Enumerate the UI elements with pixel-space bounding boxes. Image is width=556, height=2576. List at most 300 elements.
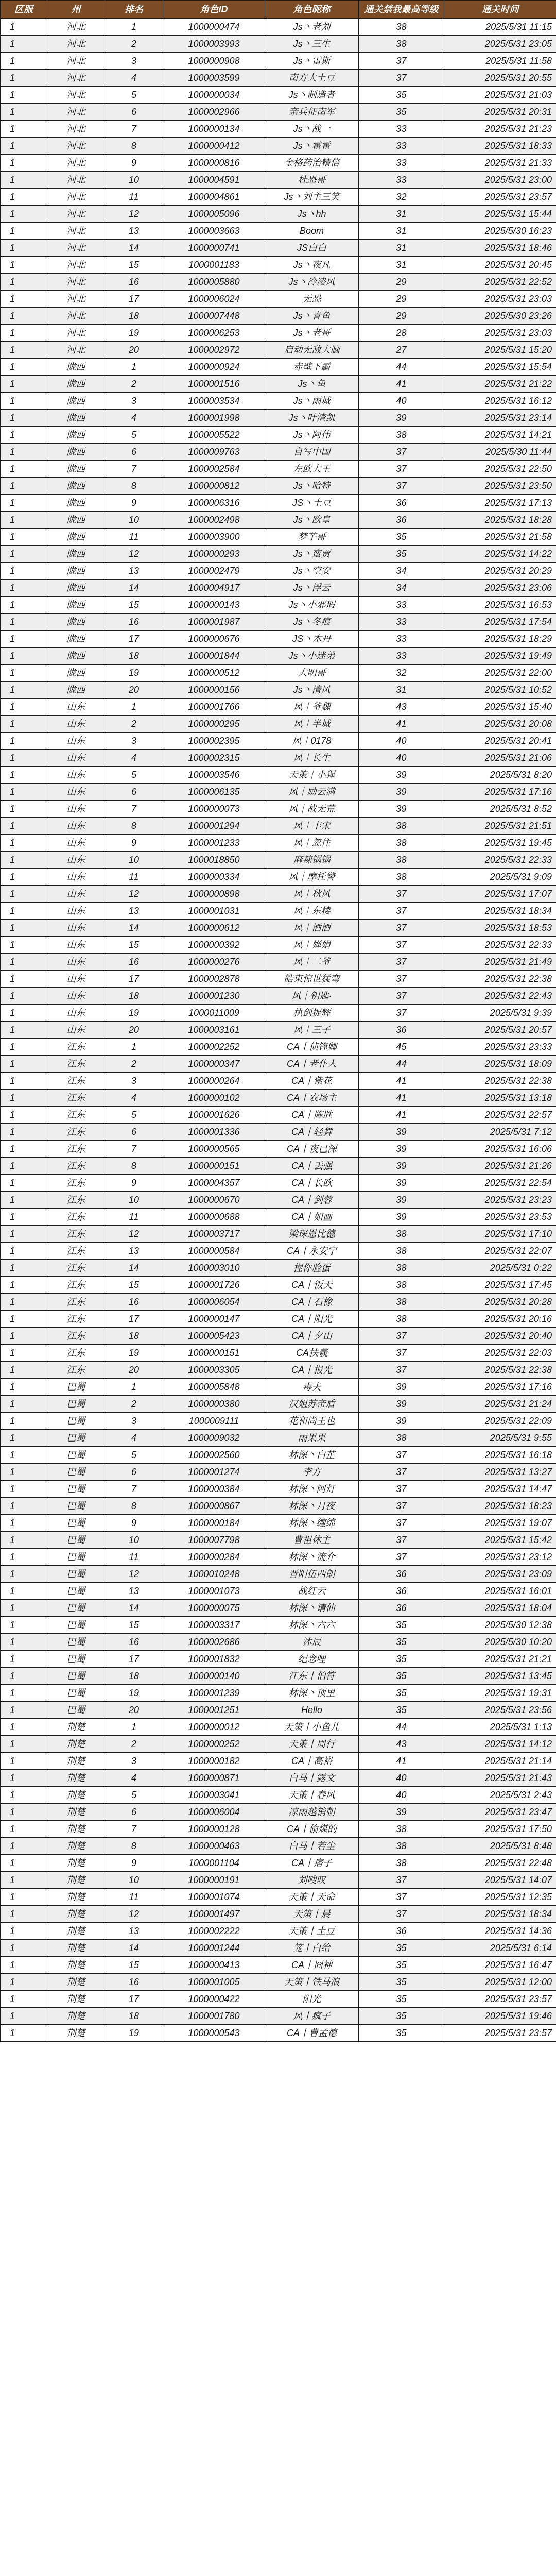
max-level-cell: 36 xyxy=(359,1923,444,1940)
nickname-cell: CA丨偷煤的 xyxy=(265,1821,359,1838)
nickname-cell: 梦芋哥 xyxy=(265,529,359,546)
table-row xyxy=(1,971,556,988)
region-cell: 陇西 xyxy=(47,427,105,444)
max-level-cell: 38 xyxy=(359,835,444,852)
server-cell: 1 xyxy=(1,1022,47,1039)
max-level-cell: 40 xyxy=(359,1787,444,1804)
clear-time-cell: 2025/5/31 22:50 xyxy=(444,461,556,478)
table-row xyxy=(1,1889,556,1906)
clear-time-cell: 2025/5/31 13:45 xyxy=(444,1668,556,1685)
nickname-cell: 花和尚王也 xyxy=(265,1413,359,1430)
max-level-cell: 33 xyxy=(359,155,444,172)
server-cell: 1 xyxy=(1,1430,47,1447)
role-id-cell: 1000001244 xyxy=(163,1940,265,1957)
region-cell: 巴蜀 xyxy=(47,1481,105,1498)
rank-cell: 11 xyxy=(105,1209,163,1226)
clear-time-cell: 2025/5/31 22:00 xyxy=(444,665,556,682)
nickname-cell: CA丨阳光 xyxy=(265,1311,359,1328)
region-cell: 巴蜀 xyxy=(47,1413,105,1430)
region-cell: 江东 xyxy=(47,1192,105,1209)
role-id-cell: 1000001031 xyxy=(163,903,265,920)
server-cell: 1 xyxy=(1,954,47,971)
server-cell: 1 xyxy=(1,1311,47,1328)
rank-cell: 7 xyxy=(105,1141,163,1158)
table-row xyxy=(1,1532,556,1549)
role-id-cell: 1000003663 xyxy=(163,223,265,240)
region-cell: 河北 xyxy=(47,206,105,223)
region-cell: 陇西 xyxy=(47,682,105,699)
role-id-cell: 1000009032 xyxy=(163,1430,265,1447)
server-cell: 1 xyxy=(1,291,47,308)
table-row xyxy=(1,291,556,308)
clear-time-cell: 2025/5/31 12:35 xyxy=(444,1889,556,1906)
table-row xyxy=(1,1600,556,1617)
clear-time-cell: 2025/5/31 23:50 xyxy=(444,478,556,495)
max-level-cell: 40 xyxy=(359,750,444,767)
server-cell: 1 xyxy=(1,172,47,189)
clear-time-cell: 2025/5/31 19:45 xyxy=(444,835,556,852)
region-cell: 江东 xyxy=(47,1090,105,1107)
max-level-cell: 39 xyxy=(359,1141,444,1158)
server-cell: 1 xyxy=(1,1549,47,1566)
clear-time-cell: 2025/5/31 20:41 xyxy=(444,733,556,750)
clear-time-cell: 2025/5/31 23:23 xyxy=(444,1192,556,1209)
server-cell: 1 xyxy=(1,665,47,682)
table-row xyxy=(1,359,556,376)
max-level-cell: 38 xyxy=(359,427,444,444)
rank-cell: 9 xyxy=(105,1855,163,1872)
rank-cell: 1 xyxy=(105,699,163,716)
rank-cell: 6 xyxy=(105,444,163,461)
rank-cell: 5 xyxy=(105,1447,163,1464)
rank-cell: 5 xyxy=(105,87,163,104)
max-level-cell: 35 xyxy=(359,1685,444,1702)
rank-cell: 5 xyxy=(105,1107,163,1124)
role-id-cell: 1000000816 xyxy=(163,155,265,172)
role-id-cell: 1000001073 xyxy=(163,1583,265,1600)
server-cell: 1 xyxy=(1,546,47,563)
region-cell: 陇西 xyxy=(47,563,105,580)
server-cell: 1 xyxy=(1,427,47,444)
role-id-cell: 1000000295 xyxy=(163,716,265,733)
server-cell: 1 xyxy=(1,274,47,291)
clear-time-cell: 2025/5/31 6:14 xyxy=(444,1940,556,1957)
nickname-cell: 风｜长生 xyxy=(265,750,359,767)
table-row xyxy=(1,1838,556,1855)
header-nickname: 角色昵称 xyxy=(265,1,359,19)
region-cell: 巴蜀 xyxy=(47,1447,105,1464)
server-cell: 1 xyxy=(1,1736,47,1753)
server-cell: 1 xyxy=(1,852,47,869)
nickname-cell: 凉雨越销朝 xyxy=(265,1804,359,1821)
nickname-cell: 捏你脸蛋 xyxy=(265,1260,359,1277)
clear-time-cell: 2025/5/31 22:43 xyxy=(444,988,556,1005)
table-row xyxy=(1,1498,556,1515)
role-id-cell: 1000010248 xyxy=(163,1566,265,1583)
max-level-cell: 35 xyxy=(359,104,444,121)
clear-time-cell: 2025/5/31 23:03 xyxy=(444,291,556,308)
rank-cell: 7 xyxy=(105,1821,163,1838)
clear-time-cell: 2025/5/31 17:50 xyxy=(444,1821,556,1838)
clear-time-cell: 2025/5/31 15:54 xyxy=(444,359,556,376)
clear-time-cell: 2025/5/31 8:20 xyxy=(444,767,556,784)
role-id-cell: 1000000143 xyxy=(163,597,265,614)
server-cell: 1 xyxy=(1,716,47,733)
region-cell: 河北 xyxy=(47,53,105,70)
table-row xyxy=(1,172,556,189)
region-cell: 巴蜀 xyxy=(47,1685,105,1702)
role-id-cell: 1000001987 xyxy=(163,614,265,631)
table-row xyxy=(1,852,556,869)
max-level-cell: 36 xyxy=(359,512,444,529)
region-cell: 山东 xyxy=(47,971,105,988)
nickname-cell: CA丨报光 xyxy=(265,1362,359,1379)
max-level-cell: 29 xyxy=(359,274,444,291)
table-row xyxy=(1,1566,556,1583)
max-level-cell: 37 xyxy=(359,1532,444,1549)
role-id-cell: 1000000184 xyxy=(163,1515,265,1532)
max-level-cell: 41 xyxy=(359,1090,444,1107)
role-id-cell: 1000003041 xyxy=(163,1787,265,1804)
nickname-cell: Js丶小邪瑕 xyxy=(265,597,359,614)
region-cell: 巴蜀 xyxy=(47,1379,105,1396)
rank-cell: 19 xyxy=(105,1005,163,1022)
nickname-cell: 晋阳伍西朗 xyxy=(265,1566,359,1583)
clear-time-cell: 2025/5/31 22:07 xyxy=(444,1243,556,1260)
nickname-cell: 风｜0178 xyxy=(265,733,359,750)
clear-time-cell: 2025/5/31 18:34 xyxy=(444,903,556,920)
region-cell: 陇西 xyxy=(47,393,105,410)
table-row xyxy=(1,1005,556,1022)
rank-cell: 19 xyxy=(105,325,163,342)
rank-cell: 1 xyxy=(105,1039,163,1056)
max-level-cell: 35 xyxy=(359,87,444,104)
rank-cell: 1 xyxy=(105,19,163,36)
server-cell: 1 xyxy=(1,1396,47,1413)
rank-cell: 13 xyxy=(105,223,163,240)
table-row xyxy=(1,801,556,818)
clear-time-cell: 2025/5/31 20:29 xyxy=(444,563,556,580)
nickname-cell: 麻辣锅锅 xyxy=(265,852,359,869)
clear-time-cell: 2025/5/31 23:33 xyxy=(444,1039,556,1056)
max-level-cell: 35 xyxy=(359,1634,444,1651)
max-level-cell: 37 xyxy=(359,886,444,903)
role-id-cell: 1000002315 xyxy=(163,750,265,767)
server-cell: 1 xyxy=(1,784,47,801)
server-cell: 1 xyxy=(1,1226,47,1243)
table-row xyxy=(1,716,556,733)
max-level-cell: 41 xyxy=(359,1073,444,1090)
table-row xyxy=(1,1141,556,1158)
role-id-cell: 1000000034 xyxy=(163,87,265,104)
clear-time-cell: 2025/5/31 23:05 xyxy=(444,36,556,53)
server-cell: 1 xyxy=(1,1124,47,1141)
nickname-cell: 风｜战无荒 xyxy=(265,801,359,818)
server-cell: 1 xyxy=(1,1498,47,1515)
region-cell: 陇西 xyxy=(47,631,105,648)
max-level-cell: 37 xyxy=(359,1362,444,1379)
region-cell: 河北 xyxy=(47,70,105,87)
table-row xyxy=(1,563,556,580)
table-row xyxy=(1,869,556,886)
rank-cell: 10 xyxy=(105,1872,163,1889)
max-level-cell: 33 xyxy=(359,648,444,665)
role-id-cell: 1000018850 xyxy=(163,852,265,869)
max-level-cell: 37 xyxy=(359,971,444,988)
region-cell: 山东 xyxy=(47,852,105,869)
role-id-cell: 1000000334 xyxy=(163,869,265,886)
region-cell: 河北 xyxy=(47,240,105,257)
max-level-cell: 39 xyxy=(359,1379,444,1396)
role-id-cell: 1000000543 xyxy=(163,2025,265,2042)
nickname-cell: 战红云 xyxy=(265,1583,359,1600)
server-cell: 1 xyxy=(1,988,47,1005)
role-id-cell: 1000002222 xyxy=(163,1923,265,1940)
region-cell: 巴蜀 xyxy=(47,1634,105,1651)
max-level-cell: 37 xyxy=(359,1345,444,1362)
rank-cell: 9 xyxy=(105,835,163,852)
nickname-cell: 亲兵征南军 xyxy=(265,104,359,121)
region-cell: 河北 xyxy=(47,87,105,104)
max-level-cell: 37 xyxy=(359,53,444,70)
clear-time-cell: 2025/5/31 20:40 xyxy=(444,1328,556,1345)
table-row xyxy=(1,1787,556,1804)
nickname-cell: Js丶清风 xyxy=(265,682,359,699)
nickname-cell: Js丶叶渣凯 xyxy=(265,410,359,427)
rank-cell: 18 xyxy=(105,308,163,325)
region-cell: 荆楚 xyxy=(47,1804,105,1821)
role-id-cell: 1000001074 xyxy=(163,1889,265,1906)
rank-cell: 13 xyxy=(105,903,163,920)
region-cell: 山东 xyxy=(47,954,105,971)
server-cell: 1 xyxy=(1,1804,47,1821)
role-id-cell: 1000006054 xyxy=(163,1294,265,1311)
table-row xyxy=(1,189,556,206)
nickname-cell: CA丨农场主 xyxy=(265,1090,359,1107)
region-cell: 河北 xyxy=(47,155,105,172)
clear-time-cell: 2025/5/31 14:47 xyxy=(444,1481,556,1498)
server-cell: 1 xyxy=(1,1940,47,1957)
region-cell: 江东 xyxy=(47,1226,105,1243)
nickname-cell: CA丨夜已深 xyxy=(265,1141,359,1158)
nickname-cell: 风｜丰宋 xyxy=(265,818,359,835)
role-id-cell: 1000000688 xyxy=(163,1209,265,1226)
region-cell: 巴蜀 xyxy=(47,1600,105,1617)
region-cell: 荆楚 xyxy=(47,2025,105,2042)
rank-cell: 16 xyxy=(105,1634,163,1651)
region-cell: 山东 xyxy=(47,1022,105,1039)
table-row xyxy=(1,1192,556,1209)
region-cell: 江东 xyxy=(47,1056,105,1073)
header-role-id: 角色ID xyxy=(163,1,265,19)
max-level-cell: 37 xyxy=(359,461,444,478)
server-cell: 1 xyxy=(1,1345,47,1362)
rank-cell: 4 xyxy=(105,410,163,427)
server-cell: 1 xyxy=(1,393,47,410)
max-level-cell: 39 xyxy=(359,1192,444,1209)
clear-time-cell: 2025/5/31 12:00 xyxy=(444,1974,556,1991)
max-level-cell: 38 xyxy=(359,852,444,869)
nickname-cell: Js丶夜凡 xyxy=(265,257,359,274)
server-cell: 1 xyxy=(1,189,47,206)
clear-time-cell: 2025/5/31 17:16 xyxy=(444,1379,556,1396)
rank-cell: 9 xyxy=(105,1515,163,1532)
clear-time-cell: 2025/5/31 21:51 xyxy=(444,818,556,835)
nickname-cell: 纪念哩 xyxy=(265,1651,359,1668)
rank-cell: 10 xyxy=(105,512,163,529)
region-cell: 江东 xyxy=(47,1175,105,1192)
role-id-cell: 1000000871 xyxy=(163,1770,265,1787)
clear-time-cell: 2025/5/31 22:52 xyxy=(444,274,556,291)
max-level-cell: 33 xyxy=(359,597,444,614)
table-row xyxy=(1,1277,556,1294)
server-cell: 1 xyxy=(1,1821,47,1838)
max-level-cell: 37 xyxy=(359,920,444,937)
rank-cell: 11 xyxy=(105,1889,163,1906)
server-cell: 1 xyxy=(1,1855,47,1872)
table-row xyxy=(1,1362,556,1379)
server-cell: 1 xyxy=(1,1277,47,1294)
server-cell: 1 xyxy=(1,920,47,937)
nickname-cell: 风｜忽往 xyxy=(265,835,359,852)
table-row xyxy=(1,138,556,155)
max-level-cell: 35 xyxy=(359,546,444,563)
server-cell: 1 xyxy=(1,1889,47,1906)
table-row xyxy=(1,1515,556,1532)
region-cell: 荆楚 xyxy=(47,1991,105,2008)
server-cell: 1 xyxy=(1,1141,47,1158)
nickname-cell: 天策丨春风 xyxy=(265,1787,359,1804)
rank-cell: 15 xyxy=(105,597,163,614)
table-row xyxy=(1,410,556,427)
table-row xyxy=(1,376,556,393)
rank-cell: 17 xyxy=(105,1991,163,2008)
rank-cell: 18 xyxy=(105,988,163,1005)
clear-time-cell: 2025/5/31 20:16 xyxy=(444,1311,556,1328)
table-row xyxy=(1,1430,556,1447)
region-cell: 河北 xyxy=(47,257,105,274)
table-body xyxy=(1,19,556,2042)
nickname-cell: Js丶三生 xyxy=(265,36,359,53)
region-cell: 山东 xyxy=(47,886,105,903)
max-level-cell: 38 xyxy=(359,1277,444,1294)
clear-time-cell: 2025/5/30 10:20 xyxy=(444,1634,556,1651)
role-id-cell: 1000003534 xyxy=(163,393,265,410)
server-cell: 1 xyxy=(1,257,47,274)
role-id-cell: 1000005880 xyxy=(163,274,265,291)
region-cell: 陇西 xyxy=(47,546,105,563)
table-row xyxy=(1,733,556,750)
region-cell: 江东 xyxy=(47,1277,105,1294)
max-level-cell: 35 xyxy=(359,1651,444,1668)
role-id-cell: 1000009111 xyxy=(163,1413,265,1430)
clear-time-cell: 2025/5/31 18:34 xyxy=(444,1906,556,1923)
rank-cell: 4 xyxy=(105,70,163,87)
nickname-cell: 天策｜小猩 xyxy=(265,767,359,784)
region-cell: 河北 xyxy=(47,172,105,189)
clear-time-cell: 2025/5/31 15:42 xyxy=(444,1532,556,1549)
max-level-cell: 44 xyxy=(359,1056,444,1073)
rank-cell: 7 xyxy=(105,461,163,478)
nickname-cell: 自写中国 xyxy=(265,444,359,461)
region-cell: 荆楚 xyxy=(47,1906,105,1923)
table-row xyxy=(1,1668,556,1685)
region-cell: 巴蜀 xyxy=(47,1515,105,1532)
nickname-cell: 大明哥 xyxy=(265,665,359,682)
nickname-cell: Js丶雷斯 xyxy=(265,53,359,70)
rank-cell: 1 xyxy=(105,1379,163,1396)
clear-time-cell: 2025/5/31 20:45 xyxy=(444,257,556,274)
role-id-cell: 1000002560 xyxy=(163,1447,265,1464)
role-id-cell: 1000000384 xyxy=(163,1481,265,1498)
region-cell: 荆楚 xyxy=(47,1957,105,1974)
region-cell: 江东 xyxy=(47,1294,105,1311)
region-cell: 荆楚 xyxy=(47,1736,105,1753)
clear-time-cell: 2025/5/31 23:12 xyxy=(444,1549,556,1566)
region-cell: 江东 xyxy=(47,1209,105,1226)
max-level-cell: 37 xyxy=(359,1481,444,1498)
max-level-cell: 31 xyxy=(359,240,444,257)
clear-time-cell: 2025/5/31 17:54 xyxy=(444,614,556,631)
max-level-cell: 31 xyxy=(359,257,444,274)
role-id-cell: 1000000422 xyxy=(163,1991,265,2008)
role-id-cell: 1000000676 xyxy=(163,631,265,648)
role-id-cell: 1000001251 xyxy=(163,1702,265,1719)
region-cell: 陇西 xyxy=(47,478,105,495)
rank-cell: 17 xyxy=(105,1311,163,1328)
region-cell: 巴蜀 xyxy=(47,1617,105,1634)
max-level-cell: 33 xyxy=(359,121,444,138)
role-id-cell: 1000002878 xyxy=(163,971,265,988)
table-row xyxy=(1,1175,556,1192)
table-row xyxy=(1,1974,556,1991)
rank-cell: 16 xyxy=(105,274,163,291)
rank-cell: 16 xyxy=(105,1294,163,1311)
region-cell: 巴蜀 xyxy=(47,1549,105,1566)
role-id-cell: 1000002395 xyxy=(163,733,265,750)
clear-time-cell: 2025/5/31 9:39 xyxy=(444,1005,556,1022)
max-level-cell: 39 xyxy=(359,1396,444,1413)
clear-time-cell: 2025/5/31 17:16 xyxy=(444,784,556,801)
nickname-cell: CA丨高裕 xyxy=(265,1753,359,1770)
role-id-cell: 1000000898 xyxy=(163,886,265,903)
header-rank: 排名 xyxy=(105,1,163,19)
clear-time-cell: 2025/5/31 22:33 xyxy=(444,852,556,869)
rank-cell: 11 xyxy=(105,1549,163,1566)
max-level-cell: 41 xyxy=(359,716,444,733)
role-id-cell: 1000000565 xyxy=(163,1141,265,1158)
server-cell: 1 xyxy=(1,648,47,665)
clear-time-cell: 2025/5/31 11:15 xyxy=(444,19,556,36)
nickname-cell: 曹祖休主 xyxy=(265,1532,359,1549)
max-level-cell: 38 xyxy=(359,1294,444,1311)
nickname-cell: 无恐 xyxy=(265,291,359,308)
nickname-cell: 林深丶请仙 xyxy=(265,1600,359,1617)
max-level-cell: 35 xyxy=(359,1991,444,2008)
max-level-cell: 32 xyxy=(359,189,444,206)
rank-cell: 4 xyxy=(105,1090,163,1107)
rank-cell: 14 xyxy=(105,1940,163,1957)
nickname-cell: CA丨轻舞 xyxy=(265,1124,359,1141)
server-cell: 1 xyxy=(1,767,47,784)
max-level-cell: 37 xyxy=(359,1005,444,1022)
rank-cell: 3 xyxy=(105,1413,163,1430)
table-row xyxy=(1,699,556,716)
table-row xyxy=(1,1872,556,1889)
nickname-cell: Js丶青鱼 xyxy=(265,308,359,325)
region-cell: 河北 xyxy=(47,308,105,325)
max-level-cell: 38 xyxy=(359,1821,444,1838)
